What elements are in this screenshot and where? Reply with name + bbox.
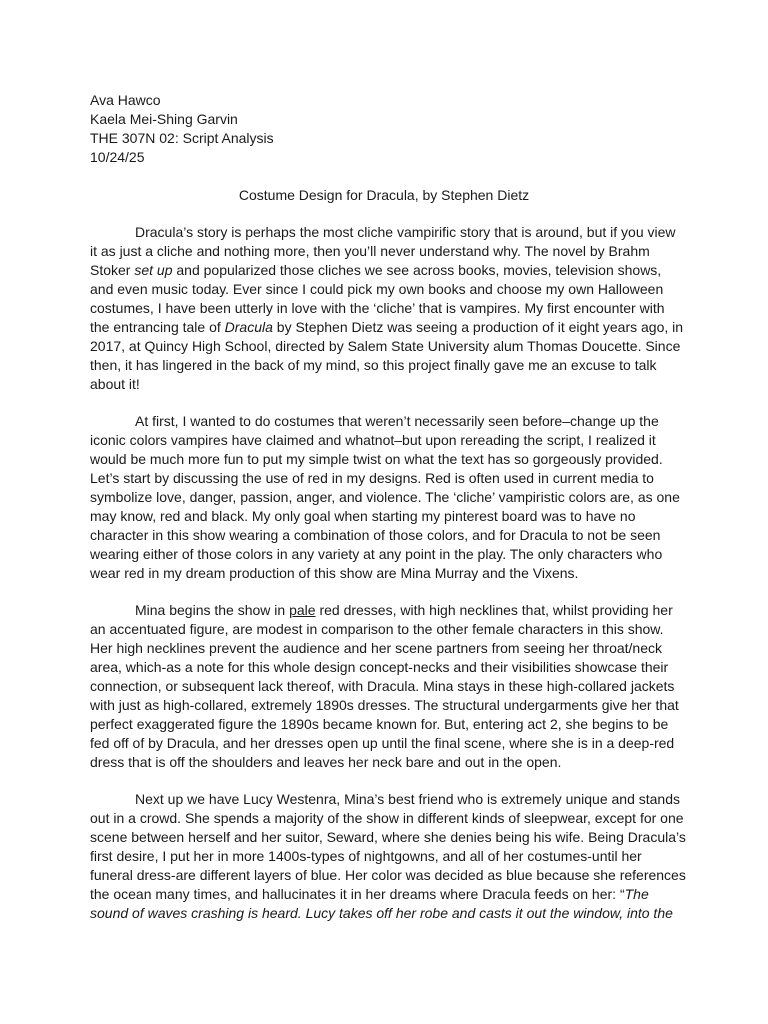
paragraph-1 (90, 223, 684, 393)
text-line: wearing either of those colors in any variety at any point in the play. The only characters who (90, 545, 663, 562)
text-line: and even music today. Ever since I could pick my own books and choose my own Halloween (90, 281, 664, 298)
italic-text: set up (134, 262, 173, 279)
text-line: Dracula’s story is perhaps the most cliche vampirific story that is around, but if you view (135, 224, 676, 241)
italic-text: sound of waves crashing is heard. Lucy takes off her robe and casts it out the window, into the (90, 904, 673, 921)
text-line: area, which-as a note for this whole design concept-necks and their visibilities showcase their (90, 659, 669, 676)
text-line: Next up we have Lucy Westenra, Mina’s best friend who is extremely unique and stands (135, 791, 680, 808)
text-line: At first, I wanted to do costumes that weren’t necessarily seen before–change up the (135, 413, 659, 430)
text-line: out in a crowd. She spends a majority of the show in different kinds of sleepwear, except for one (90, 810, 684, 827)
text-line: costumes, I have been utterly in love with the ‘cliche’ that is vampires. My first encounter with (90, 299, 665, 316)
text-line: 2017, at Quincy High School, directed by Salem State University alum Thomas Doucette. Since (90, 337, 681, 354)
course-name: THE 307N 02: Script Analysis (90, 129, 274, 146)
text-line: first desire, I put her in more 1400s-types of nightgowns, and all of her costumes-until her (90, 848, 642, 865)
underlined-text: pale (289, 602, 316, 619)
italic-text: The (624, 885, 649, 902)
text-line: it as just a cliche and nothing more, then you’ll never understand why. The novel by Brahm (90, 243, 650, 260)
text-line (90, 904, 678, 923)
document-body (90, 91, 686, 942)
paragraph-4 (90, 790, 686, 922)
text-line: an accentuated figure, are modest in comparison to the other female characters in this show. (90, 621, 664, 638)
text-line: Stoker set up and popularized those cliches we see across books, movies, television shows, (90, 262, 662, 279)
text-line: funeral dress-are different layers of blue. Her color was decided as blue because she references (90, 867, 686, 884)
text-line: perfect exaggerated figure the 1890s became known for. But, entering act 2, she begins to be (90, 715, 669, 732)
text-line: the ocean many times, and hallucinates it in her dreams where Dracula feeds on her: “The (90, 885, 649, 902)
date: 10/24/25 (90, 148, 145, 165)
paragraph-2 (90, 412, 678, 582)
text-line: wear red in my dream production of this show are Mina Murray and the Vixens. (90, 564, 579, 581)
text-line: may know, red and black. My only goal when starting my pinterest board was to have no (90, 507, 636, 524)
text-line: Let’s start by discussing the use of red in my designs. Red is often used in current media to (90, 470, 654, 487)
text-line: fed off of by Dracula, and her dresses open up until the final scene, where she is in a deep-red (90, 734, 675, 751)
text-line: Her high necklines prevent the audience and her scene partners from seeing her throat/neck (90, 640, 663, 657)
text-line: dress that is off the shoulders and leaves her neck bare and out in the open. (90, 753, 562, 770)
paragraph-3 (90, 601, 678, 771)
document-title: Costume Design for Dracula, by Stephen Dietz (238, 186, 530, 203)
text-line: character in this show wearing a combination of those colors, and for Dracula to not be seen (90, 526, 661, 543)
text-line: symbolize love, danger, passion, anger, and violence. The ‘cliche’ vampiristic colors are, as one (90, 488, 680, 505)
text-line: would be much more fun to put my simple twist on what the text has so gorgeously provided. (90, 451, 663, 468)
text-line: iconic colors vampires have claimed and whatnot–but upon rereading the script, I realized it (90, 432, 656, 449)
text-line: the entrancing tale of Dracula by Stephen Dietz was seeing a production of it eight years ago, in (90, 318, 684, 335)
text-line: scene between herself and her suitor, Seward, where she denies being his wife. Being Dracula’s (90, 829, 686, 846)
text-line: about it! (90, 375, 140, 392)
text-line: then, it has lingered in the back of my mind, so this project finally gave me an excuse to talk (90, 356, 657, 373)
text-line: with just as high-collared, extremely 1890s dresses. The structural undergarments give her that (90, 696, 679, 713)
italic-text: Dracula (224, 318, 273, 335)
text-line: connection, or subsequent lack thereof, with Dracula. Mina stays in these high-collared jackets (90, 678, 675, 695)
author-name-2: Kaela Mei-Shing Garvin (90, 110, 238, 127)
author-name-1: Ava Hawco (90, 92, 161, 108)
text-line: Mina begins the show in pale red dresses, with high necklines that, whilst providing her (135, 602, 673, 619)
